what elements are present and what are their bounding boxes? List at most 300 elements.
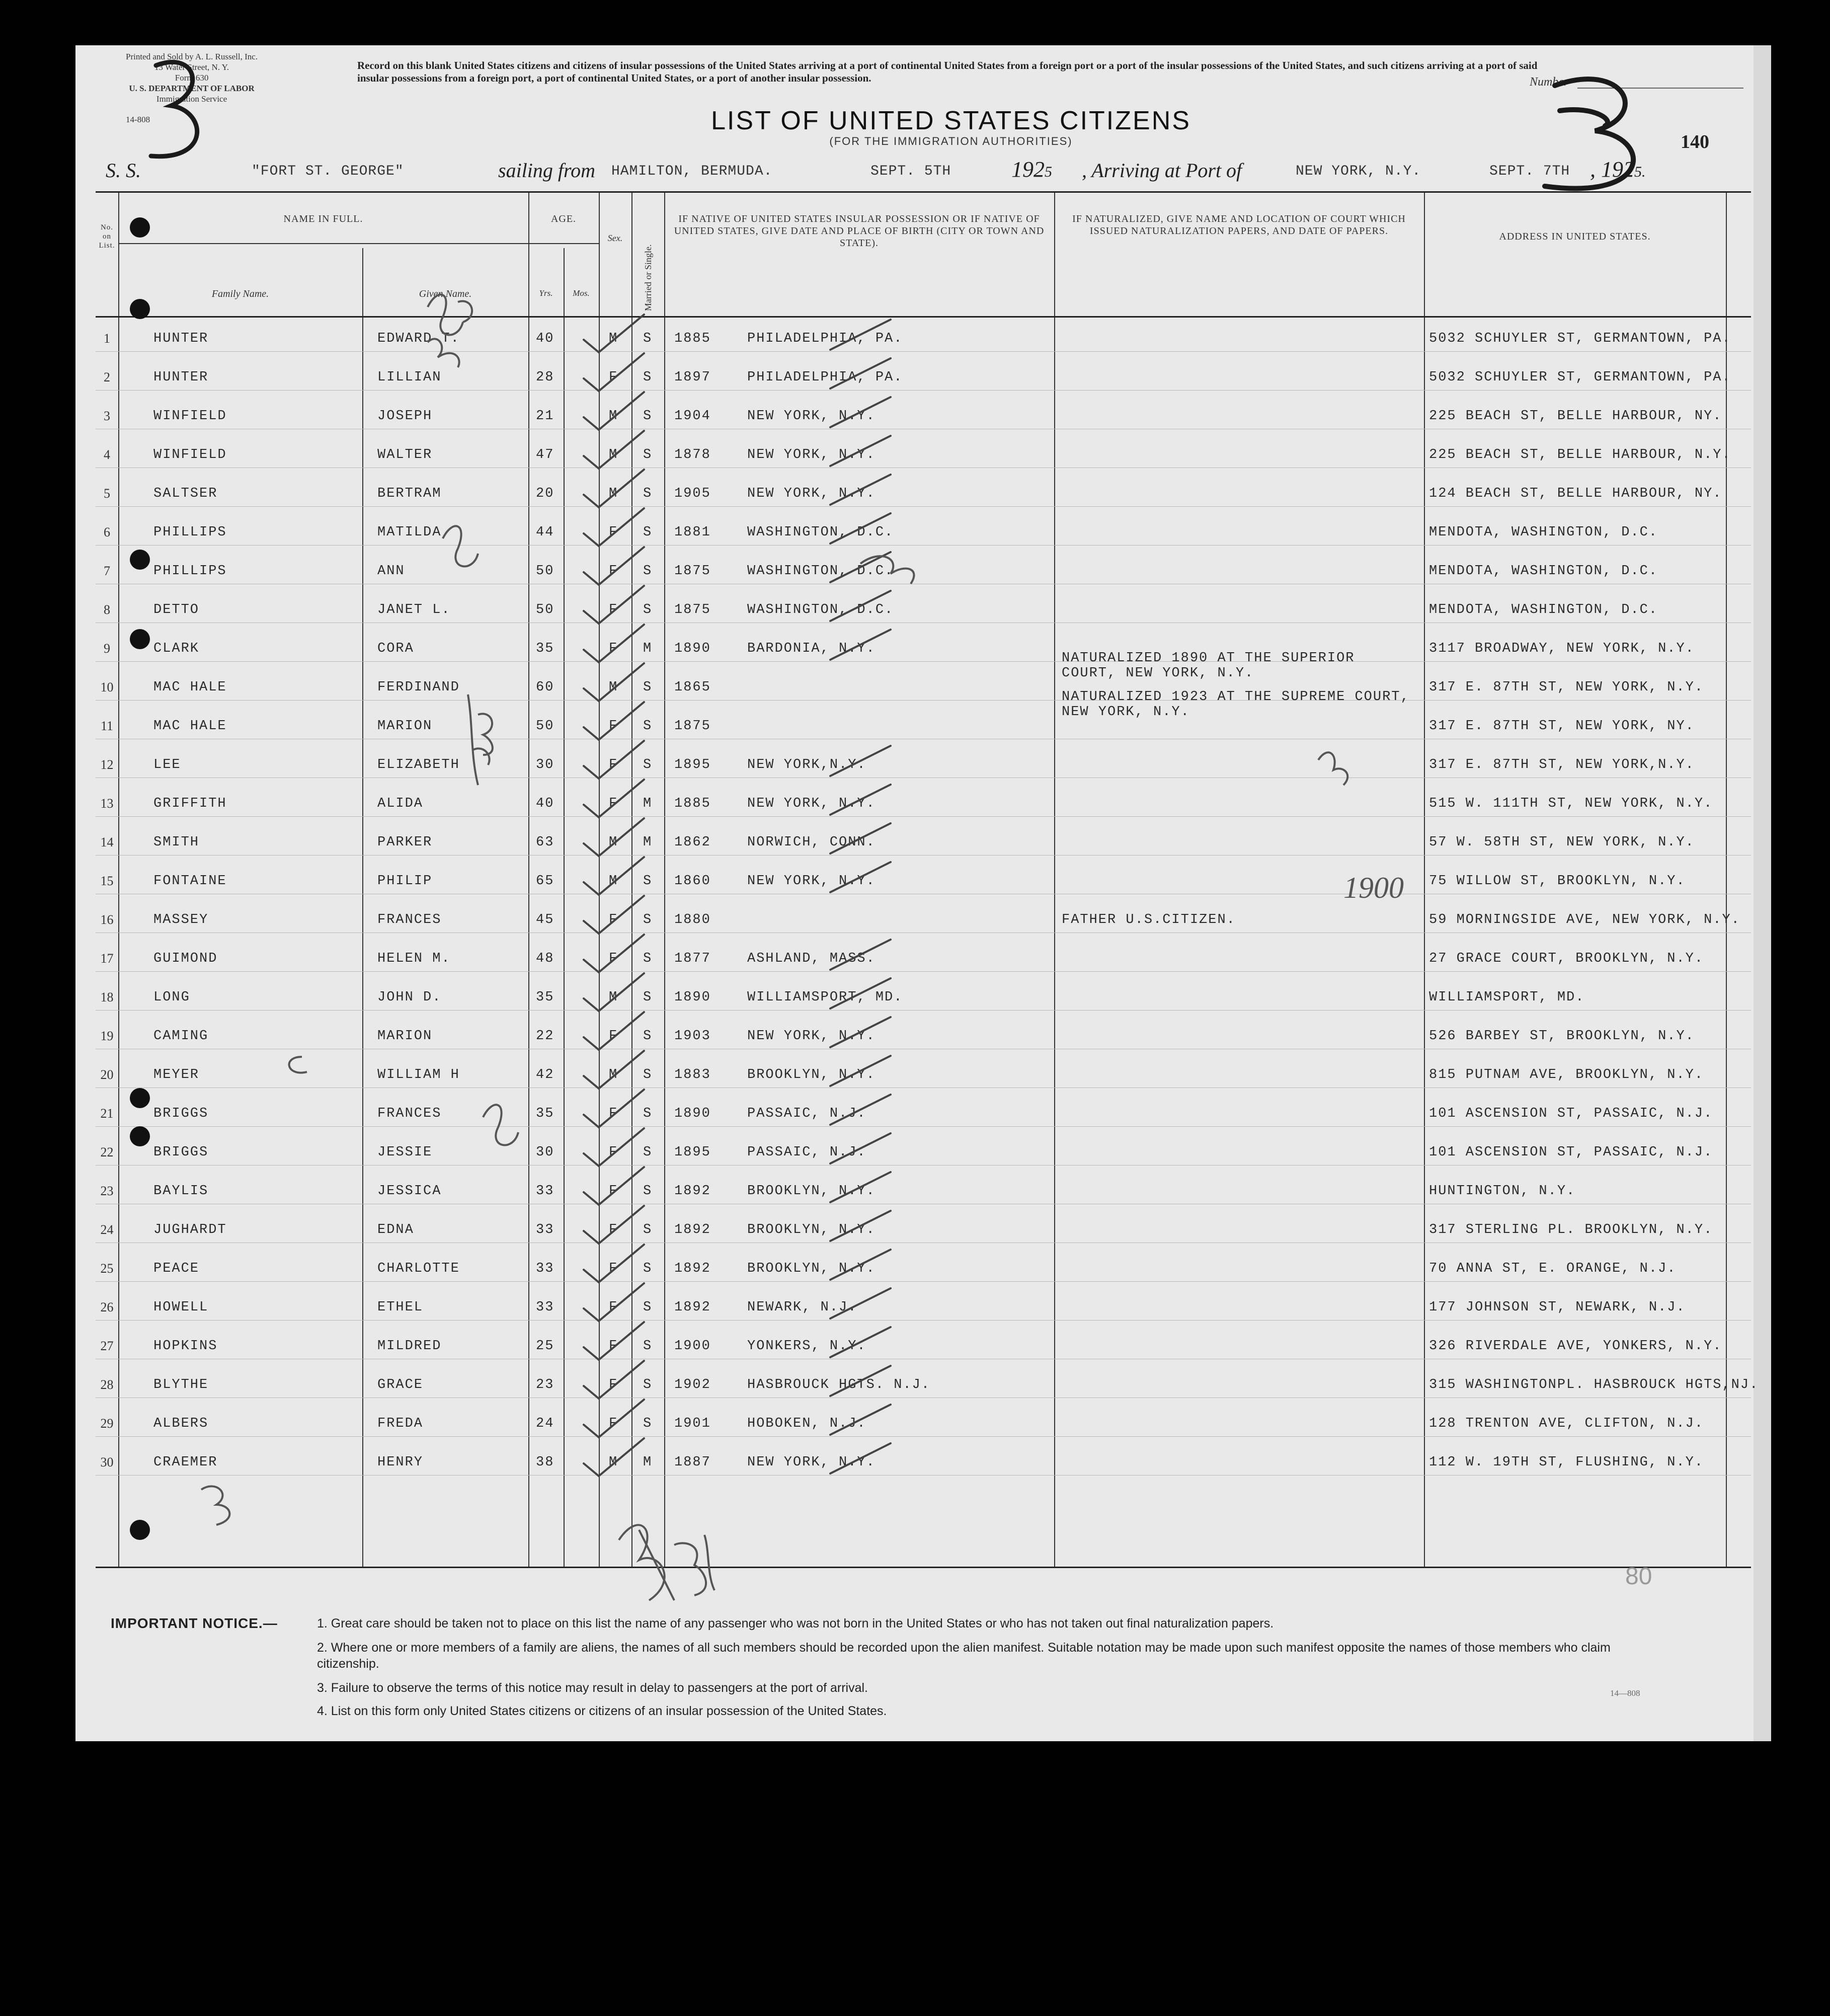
table-cell-given-name: BERTRAM: [377, 486, 442, 501]
table-cell-birth-place: NEW YORK, N.Y.: [747, 486, 876, 501]
col-header-given: Given Name.: [419, 288, 472, 299]
table-cell-family-name: SMITH: [153, 835, 200, 850]
table-cell-row-number: 15: [100, 874, 114, 888]
arrival-port: NEW YORK, N.Y.: [1296, 164, 1421, 179]
table-cell-family-name: PHILLIPS: [153, 525, 227, 540]
table-cell-given-name: CORA: [377, 641, 414, 656]
table-cell-marital-status: M: [643, 641, 653, 656]
table-cell-family-name: WINFIELD: [153, 447, 227, 462]
page-title: LIST OF UNITED STATES CITIZENS: [711, 106, 1191, 135]
table-cell-given-name: ELIZABETH: [377, 757, 460, 772]
table-cell-age-years: 24: [536, 1416, 554, 1431]
table-cell-age-years: 42: [536, 1067, 554, 1082]
table-cell-age-years: 23: [536, 1377, 554, 1392]
table-cell-given-name: FERDINAND: [377, 680, 460, 695]
table-cell-sex: M: [609, 331, 618, 346]
col-header-name: NAME IN FULL.: [283, 213, 363, 224]
table-cell-sex: F: [609, 564, 618, 579]
table-cell-age-years: 33: [536, 1222, 554, 1237]
table-cell-given-name: JOHN D.: [377, 990, 442, 1005]
table-cell-family-name: PHILLIPS: [153, 564, 227, 579]
table-cell-family-name: MAC HALE: [153, 719, 227, 734]
table-cell-family-name: BLYTHE: [153, 1377, 209, 1392]
table-cell-family-name: BAYLIS: [153, 1184, 209, 1199]
table-cell-sex: F: [609, 641, 618, 656]
table-cell-age-years: 65: [536, 874, 554, 889]
table-cell-birth-place: NEW YORK, N.Y.: [747, 874, 876, 889]
table-cell-family-name: HUNTER: [153, 331, 209, 346]
table-cell-address: MENDOTA, WASHINGTON, D.C.: [1429, 602, 1658, 617]
table-cell-row-number: 13: [100, 796, 114, 811]
col-divider: [631, 193, 632, 1567]
table-cell-age-years: 21: [536, 409, 554, 424]
table-cell-family-name: GUIMOND: [153, 951, 218, 966]
table-cell-given-name: MATILDA: [377, 525, 442, 540]
col-divider: [664, 193, 665, 1567]
col-divider: [362, 248, 363, 1567]
printer-line: 13 Water Street, N. Y.: [154, 62, 229, 72]
table-cell-birth-place: BARDONIA, N.Y.: [747, 641, 876, 656]
table-cell-birth-year: 1878: [674, 447, 711, 462]
table-cell-birth-year: 1887: [674, 1455, 711, 1470]
table-cell-age-years: 28: [536, 370, 554, 385]
table-cell-sex: M: [609, 680, 618, 695]
table-cell-given-name: FRANCES: [377, 1106, 442, 1121]
table-cell-birth-place: PASSAIC, N.J.: [747, 1106, 866, 1121]
table-cell-row-number: 1: [104, 331, 110, 346]
table-cell-family-name: DETTO: [153, 602, 200, 617]
table-cell-family-name: MAC HALE: [153, 680, 227, 695]
manifest-table: [96, 191, 1759, 1568]
table-cell-marital-status: S: [643, 1261, 653, 1276]
table-cell-birth-year: 1904: [674, 409, 711, 424]
table-cell-given-name: WILLIAM H: [377, 1067, 460, 1082]
table-cell-marital-status: S: [643, 912, 653, 927]
table-cell-address: 5032 SCHUYLER ST, GERMANTOWN, PA.: [1429, 370, 1731, 385]
table-cell-birth-place: WILLIAMSPORT, MD.: [747, 990, 903, 1005]
table-cell-birth-place: HOBOKEN, N.J.: [747, 1416, 866, 1431]
table-cell-marital-status: S: [643, 1339, 653, 1354]
table-cell-birth-place: WASHINGTON, D.C.: [747, 602, 894, 617]
table-cell-address: 317 E. 87TH ST, NEW YORK, N.Y.: [1429, 680, 1704, 695]
table-cell-marital-status: S: [643, 447, 653, 462]
col-divider: [118, 193, 119, 1567]
row-rule: [96, 816, 1751, 817]
number-line: [1577, 88, 1743, 89]
table-cell-age-years: 50: [536, 719, 554, 734]
table-cell-family-name: MASSEY: [153, 912, 209, 927]
table-cell-family-name: LONG: [153, 990, 190, 1005]
table-cell-row-number: 14: [100, 835, 114, 849]
col-divider: [564, 248, 565, 1567]
table-cell-birth-place: NEW YORK, N.Y.: [747, 1455, 876, 1470]
table-cell-row-number: 6: [104, 525, 110, 539]
table-cell-marital-status: S: [643, 1184, 653, 1199]
table-cell-age-years: 63: [536, 835, 554, 850]
table-cell-address: 70 ANNA ST, E. ORANGE, N.J.: [1429, 1261, 1677, 1276]
table-cell-address: 526 BARBEY ST, BROOKLYN, N.Y.: [1429, 1029, 1695, 1044]
table-cell-family-name: HUNTER: [153, 370, 209, 385]
departure-year: 1925: [1011, 157, 1052, 182]
row-rule: [96, 971, 1751, 972]
col-header-sex: Sex.: [607, 233, 623, 243]
table-cell-family-name: PEACE: [153, 1261, 200, 1276]
table-cell-address: 128 TRENTON AVE, CLIFTON, N.J.: [1429, 1416, 1704, 1431]
table-cell-address: 317 STERLING PL. BROOKLYN, N.Y.: [1429, 1222, 1713, 1237]
table-cell-given-name: LILLIAN: [377, 370, 442, 385]
col-header-address: ADDRESS IN UNITED STATES.: [1499, 231, 1651, 242]
table-cell-birth-place: YONKERS, N.Y.: [747, 1339, 866, 1354]
table-cell-row-number: 25: [100, 1261, 114, 1276]
table-cell-naturalization: FATHER U.S.CITIZEN.: [1062, 912, 1236, 927]
table-cell-given-name: ETHEL: [377, 1300, 424, 1315]
table-cell-birth-place: BROOKLYN, N.Y.: [747, 1067, 876, 1082]
table-cell-birth-year: 1897: [674, 370, 711, 385]
row-rule: [96, 1475, 1751, 1476]
table-cell-given-name: HENRY: [377, 1455, 424, 1470]
table-cell-family-name: FONTAINE: [153, 874, 227, 889]
table-cell-sex: M: [609, 486, 618, 501]
table-cell-birth-year: 1905: [674, 486, 711, 501]
voyage-line: [75, 159, 1771, 189]
row-rule: [96, 1010, 1751, 1011]
table-cell-marital-status: S: [643, 331, 653, 346]
printer-line: Printed and Sold by A. L. Russell, Inc.: [126, 52, 258, 61]
table-cell-sex: M: [609, 409, 618, 424]
table-cell-sex: F: [609, 1222, 618, 1237]
table-cell-address: 815 PUTNAM AVE, BROOKLYN, N.Y.: [1429, 1067, 1704, 1082]
table-cell-given-name: ANN: [377, 564, 405, 579]
notice-item-4: 4. List on this form only United States citizens or citizens of an insular possession of the United States.: [317, 1704, 887, 1718]
table-cell-birth-year: 1900: [674, 1339, 711, 1354]
table-cell-row-number: 4: [104, 447, 110, 462]
table-cell-sex: M: [609, 1067, 618, 1082]
table-cell-sex: F: [609, 1145, 618, 1160]
table-cell-sex: M: [609, 1455, 618, 1470]
table-cell-address: 3117 BROADWAY, NEW YORK, N.Y.: [1429, 641, 1695, 656]
notice-heading: IMPORTANT NOTICE.—: [111, 1615, 278, 1631]
table-cell-birth-year: 1890: [674, 990, 711, 1005]
table-cell-given-name: JESSIE: [377, 1145, 433, 1160]
arrival-date: SEPT. 7TH: [1489, 164, 1570, 179]
row-rule: [96, 855, 1751, 856]
table-cell-row-number: 10: [100, 680, 114, 694]
table-cell-birth-year: 1902: [674, 1377, 711, 1392]
header-separator: [96, 316, 1751, 318]
table-cell-given-name: JOSEPH: [377, 409, 433, 424]
table-cell-birth-year: 1862: [674, 835, 711, 850]
table-cell-age-years: 45: [536, 912, 554, 927]
departure-port: HAMILTON, BERMUDA.: [611, 164, 773, 179]
table-cell-row-number: 16: [100, 912, 114, 927]
table-cell-family-name: WINFIELD: [153, 409, 227, 424]
table-cell-sex: F: [609, 1300, 618, 1315]
table-cell-birth-year: 1895: [674, 1145, 711, 1160]
table-cell-row-number: 23: [100, 1184, 114, 1198]
table-cell-birth-place: BROOKLYN, N.Y.: [747, 1261, 876, 1276]
table-cell-birth-year: 1892: [674, 1261, 711, 1276]
col-divider: [1726, 193, 1727, 1567]
table-cell-age-years: 60: [536, 680, 554, 695]
table-cell-row-number: 7: [104, 564, 110, 578]
table-cell-row-number: 9: [104, 641, 110, 656]
row-rule: [96, 390, 1751, 391]
table-cell-address: 112 W. 19TH ST, FLUSHING, N.Y.: [1429, 1455, 1704, 1470]
table-cell-row-number: 3: [104, 409, 110, 423]
page-number: 140: [1681, 131, 1709, 152]
table-cell-birth-year: 1883: [674, 1067, 711, 1082]
table-cell-given-name: FREDA: [377, 1416, 424, 1431]
table-cell-age-years: 40: [536, 331, 554, 346]
table-cell-birth-year: 1892: [674, 1222, 711, 1237]
table-cell-birth-place: NEW YORK, N.Y.: [747, 409, 876, 424]
table-cell-naturalization: NATURALIZED 1890 AT THE SUPERIOR COURT, NEW YORK, N.Y.: [1062, 651, 1355, 681]
table-cell-row-number: 21: [100, 1106, 114, 1121]
row-rule: [96, 661, 1751, 662]
table-cell-age-years: 50: [536, 564, 554, 579]
table-cell-sex: M: [609, 447, 618, 462]
table-cell-given-name: MARION: [377, 719, 433, 734]
row-rule: [96, 1281, 1751, 1282]
table-cell-marital-status: S: [643, 951, 653, 966]
col-divider: [1424, 193, 1425, 1567]
col-header-yrs: Yrs.: [539, 288, 553, 298]
col-header-married: Married or Single.: [643, 244, 653, 311]
table-cell-sex: F: [609, 757, 618, 772]
table-cell-birth-place: NEW YORK, N.Y.: [747, 796, 876, 811]
table-cell-age-years: 44: [536, 525, 554, 540]
table-cell-given-name: FRANCES: [377, 912, 442, 927]
table-cell-family-name: CAMING: [153, 1029, 209, 1044]
table-cell-age-years: 30: [536, 757, 554, 772]
row-rule: [96, 1320, 1751, 1321]
table-cell-address: 101 ASCENSION ST, PASSAIC, N.J.: [1429, 1145, 1713, 1160]
row-rule: [96, 545, 1751, 546]
table-cell-sex: F: [609, 370, 618, 385]
notice-item-2: 2. Where one or more members of a family are aliens, the names of all such members should be recorded upon the alien manifest. Suitable notation may be made upon such manifest opposite the names of those members who claim citizenship.: [317, 1641, 1611, 1671]
table-cell-family-name: BRIGGS: [153, 1145, 209, 1160]
col-divider: [1054, 193, 1055, 1567]
table-cell-row-number: 19: [100, 1029, 114, 1043]
table-cell-address: MENDOTA, WASHINGTON, D.C.: [1429, 564, 1658, 579]
table-cell-row-number: 26: [100, 1300, 114, 1314]
table-cell-row-number: 11: [100, 719, 114, 733]
row-rule: [96, 700, 1751, 701]
table-cell-birth-year: 1885: [674, 796, 711, 811]
table-cell-birth-place: NEW YORK,N.Y.: [747, 757, 866, 772]
table-cell-family-name: HOPKINS: [153, 1339, 218, 1354]
table-cell-family-name: GRIFFITH: [153, 796, 227, 811]
table-cell-address: 515 W. 111TH ST, NEW YORK, N.Y.: [1429, 796, 1713, 811]
table-cell-row-number: 5: [104, 486, 110, 501]
table-cell-address: 27 GRACE COURT, BROOKLYN, N.Y.: [1429, 951, 1704, 966]
table-cell-address: 317 E. 87TH ST, NEW YORK,N.Y.: [1429, 757, 1695, 772]
table-cell-birth-place: NEW YORK, N.Y.: [747, 447, 876, 462]
table-cell-address: 317 E. 87TH ST, NEW YORK, NY.: [1429, 719, 1695, 734]
table-cell-birth-year: 1875: [674, 602, 711, 617]
table-cell-address: 225 BEACH ST, BELLE HARBOUR, N.Y.: [1429, 447, 1731, 462]
table-cell-marital-status: S: [643, 1222, 653, 1237]
table-cell-row-number: 24: [100, 1222, 114, 1237]
table-cell-birth-year: 1892: [674, 1300, 711, 1315]
table-cell-marital-status: S: [643, 370, 653, 385]
ship-name: "FORT ST. GEORGE": [252, 164, 404, 179]
table-cell-given-name: MILDRED: [377, 1339, 442, 1354]
row-rule: [96, 1126, 1751, 1127]
table-cell-row-number: 22: [100, 1145, 114, 1159]
table-cell-given-name: ALIDA: [377, 796, 424, 811]
row-rule: [96, 1165, 1751, 1166]
table-cell-birth-year: 1865: [674, 680, 711, 695]
table-cell-sex: F: [609, 1184, 618, 1199]
table-cell-birth-year: 1885: [674, 331, 711, 346]
table-cell-age-years: 33: [536, 1300, 554, 1315]
col-header-birth: IF NATIVE OF UNITED STATES INSULAR POSSESSION OR IF NATIVE OF UNITED STATES, GIVE DATE AND PLACE OF BIRTH (CITY OR TOWN AND STATE).: [674, 213, 1045, 249]
page-subtitle: (FOR THE IMMIGRATION AUTHORITIES): [829, 135, 1073, 147]
table-cell-row-number: 12: [100, 757, 114, 772]
table-cell-naturalization: NATURALIZED 1923 AT THE SUPREME COURT, NEW YORK, N.Y.: [1062, 689, 1410, 720]
table-cell-marital-status: S: [643, 680, 653, 695]
table-cell-age-years: 33: [536, 1184, 554, 1199]
table-cell-birth-place: BROOKLYN, N.Y.: [747, 1222, 876, 1237]
col-header-naturalized: IF NATURALIZED, GIVE NAME AND LOCATION OF COURT WHICH ISSUED NATURALIZATION PAPERS, AND DATE OF PAPERS.: [1072, 213, 1406, 237]
table-cell-address: 5032 SCHUYLER ST, GERMANTOWN, PA.: [1429, 331, 1731, 346]
arrival-year: , 1925.: [1590, 157, 1646, 182]
table-cell-birth-place: PHILADELPHIA, PA.: [747, 331, 903, 346]
table-cell-sex: F: [609, 912, 618, 927]
table-cell-row-number: 27: [100, 1339, 114, 1353]
table-cell-row-number: 28: [100, 1377, 114, 1392]
col-divider: [599, 193, 600, 1567]
table-cell-marital-status: S: [643, 757, 653, 772]
table-cell-marital-status: S: [643, 525, 653, 540]
table-cell-birth-place: WASHINGTON, D.C.: [747, 525, 894, 540]
table-cell-marital-status: S: [643, 719, 653, 734]
table-cell-birth-place: PASSAIC, N.J.: [747, 1145, 866, 1160]
table-cell-birth-year: 1860: [674, 874, 711, 889]
table-cell-given-name: JANET L.: [377, 602, 451, 617]
table-cell-sex: F: [609, 1261, 618, 1276]
table-cell-marital-status: S: [643, 1145, 653, 1160]
form-code-top: 14-808: [126, 115, 150, 124]
table-cell-birth-year: 1890: [674, 1106, 711, 1121]
table-cell-family-name: CRAEMER: [153, 1455, 218, 1470]
table-cell-marital-status: S: [643, 874, 653, 889]
table-cell-birth-year: 1890: [674, 641, 711, 656]
table-cell-sex: F: [609, 719, 618, 734]
table-cell-marital-status: S: [643, 1416, 653, 1431]
table-cell-given-name: GRACE: [377, 1377, 424, 1392]
table-cell-given-name: EDWARD T.: [377, 331, 460, 346]
printer-imprint: [126, 51, 258, 125]
table-cell-birth-place: NEWARK, N.J.: [747, 1300, 857, 1315]
arriving-label: , Arriving at Port of: [1082, 159, 1242, 182]
col-divider: [528, 193, 529, 1567]
table-cell-marital-status: S: [643, 409, 653, 424]
age-subhead-line: [528, 243, 599, 244]
table-cell-sex: M: [609, 874, 618, 889]
table-cell-birth-year: 1880: [674, 912, 711, 927]
table-cell-address: 326 RIVERDALE AVE, YONKERS, N.Y.: [1429, 1339, 1722, 1354]
table-cell-address: MENDOTA, WASHINGTON, D.C.: [1429, 525, 1658, 540]
row-rule: [96, 1436, 1751, 1437]
table-cell-row-number: 20: [100, 1067, 114, 1082]
table-cell-family-name: CLARK: [153, 641, 200, 656]
table-cell-age-years: 48: [536, 951, 554, 966]
paper-edge: [1754, 45, 1771, 1741]
notice-item-1: 1. Great care should be taken not to place on this list the name of any passenger who was not born in the United States or who has not taken out final naturalization papers.: [317, 1616, 1274, 1631]
table-cell-row-number: 30: [100, 1455, 114, 1469]
printer-line: U. S. DEPARTMENT OF LABOR: [129, 84, 255, 93]
table-cell-address: 124 BEACH ST, BELLE HARBOUR, NY.: [1429, 486, 1722, 501]
table-cell-birth-place: ASHLAND, MASS.: [747, 951, 876, 966]
table-cell-given-name: WALTER: [377, 447, 433, 462]
preface-text: Record on this blank United States citizens and citizens of insular possessions of the United States arriving at a port of continental United States from a foreign port or a port of the insular possessions of the United States, and such citizens arriving at a port of said insular possessions from a foreign port, a port of continental United States, or a port of another insular possession.: [357, 59, 1538, 84]
table-cell-age-years: 38: [536, 1455, 554, 1470]
table-cell-given-name: PHILIP: [377, 874, 433, 889]
table-cell-marital-status: S: [643, 602, 653, 617]
table-cell-age-years: 35: [536, 641, 554, 656]
table-cell-sex: M: [609, 990, 618, 1005]
sailing-label: sailing from: [498, 159, 595, 182]
table-cell-address: 225 BEACH ST, BELLE HARBOUR, NY.: [1429, 409, 1722, 424]
form-code-bottom: 14—808: [1610, 1688, 1640, 1698]
table-cell-family-name: ALBERS: [153, 1416, 209, 1431]
table-cell-birth-year: 1877: [674, 951, 711, 966]
table-cell-family-name: LEE: [153, 757, 181, 772]
printer-line: Form 630: [175, 73, 209, 83]
table-cell-family-name: MEYER: [153, 1067, 200, 1082]
printer-line: Immigration Service: [156, 94, 227, 104]
table-cell-age-years: 40: [536, 796, 554, 811]
table-cell-sex: M: [609, 835, 618, 850]
table-cell-address: 57 W. 58TH ST, NEW YORK, N.Y.: [1429, 835, 1695, 850]
table-cell-marital-status: S: [643, 564, 653, 579]
table-cell-birth-year: 1881: [674, 525, 711, 540]
table-cell-family-name: BRIGGS: [153, 1106, 209, 1121]
table-cell-age-years: 35: [536, 1106, 554, 1121]
table-cell-family-name: JUGHARDT: [153, 1222, 227, 1237]
table-cell-sex: F: [609, 1339, 618, 1354]
departure-date: SEPT. 5TH: [870, 164, 951, 179]
table-cell-marital-status: S: [643, 1377, 653, 1392]
table-cell-age-years: 47: [536, 447, 554, 462]
table-cell-row-number: 18: [100, 990, 114, 1004]
table-cell-given-name: HELEN M.: [377, 951, 451, 966]
table-cell-address: 177 JOHNSON ST, NEWARK, N.J.: [1429, 1300, 1686, 1315]
table-cell-marital-status: S: [643, 1029, 653, 1044]
table-cell-age-years: 35: [536, 990, 554, 1005]
number-label: Number: [1530, 75, 1569, 89]
pencil-total: 80: [1625, 1563, 1652, 1590]
name-subhead-line: [118, 243, 528, 244]
table-cell-sex: F: [609, 1029, 618, 1044]
table-cell-age-years: 20: [536, 486, 554, 501]
table-cell-birth-place: PHILADELPHIA, PA.: [747, 370, 903, 385]
table-cell-address: HUNTINGTON, N.Y.: [1429, 1184, 1576, 1199]
col-header-family: Family Name.: [211, 288, 269, 299]
table-cell-marital-status: M: [643, 796, 653, 811]
row-rule: [96, 506, 1751, 507]
table-cell-marital-status: M: [643, 835, 653, 850]
table-cell-age-years: 50: [536, 602, 554, 617]
table-cell-marital-status: S: [643, 486, 653, 501]
table-cell-birth-place: WASHINGTON, D.C.: [747, 564, 894, 579]
table-cell-given-name: MARION: [377, 1029, 433, 1044]
table-cell-given-name: EDNA: [377, 1222, 414, 1237]
table-cell-marital-status: S: [643, 1106, 653, 1121]
table-cell-birth-year: 1875: [674, 564, 711, 579]
